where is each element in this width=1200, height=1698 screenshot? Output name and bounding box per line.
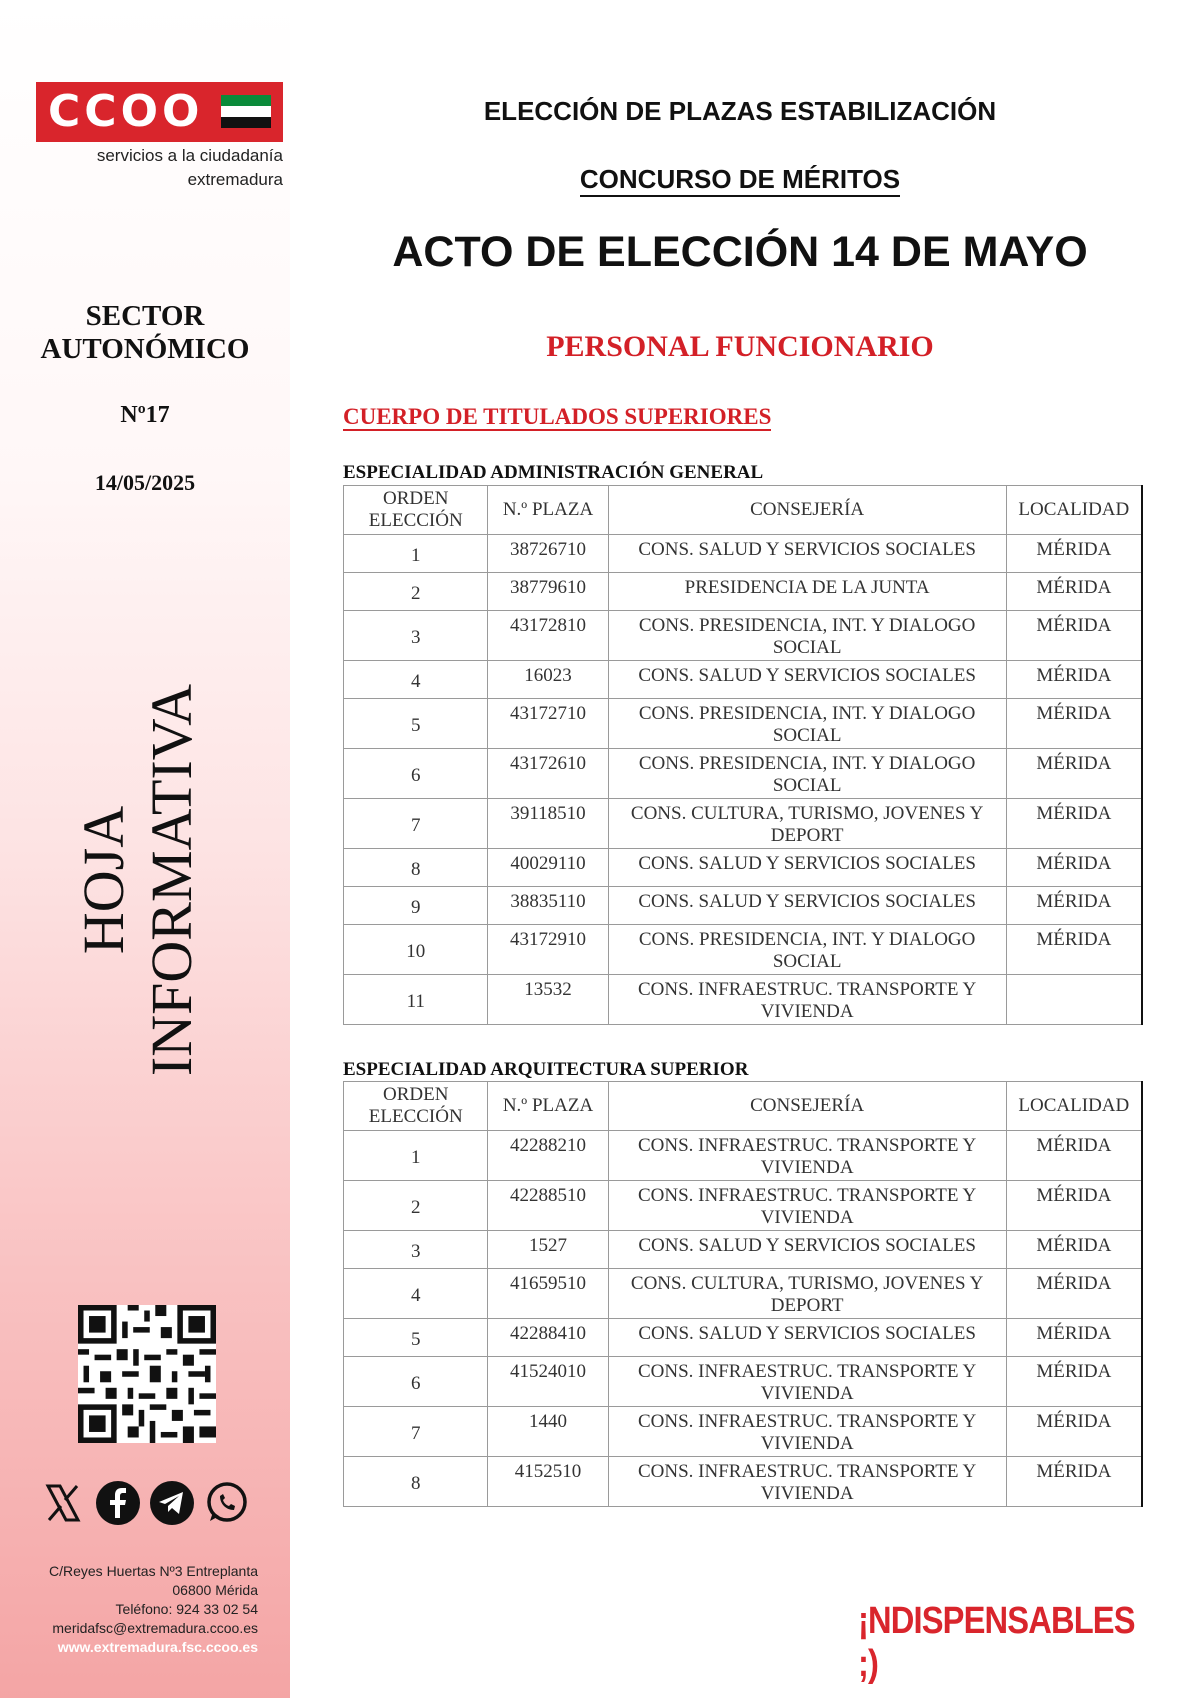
cell-plaza: 38779610 — [488, 573, 608, 611]
table-row — [344, 1457, 1143, 1507]
placements-table-general — [343, 485, 1143, 1025]
cell-localidad: MÉRIDA — [1006, 1407, 1142, 1457]
cell-plaza: 13532 — [488, 975, 608, 1025]
consejeria-line-2: SOCIAL — [772, 637, 842, 658]
cell-consejeria — [608, 1457, 1006, 1507]
cell-plaza: 43172710 — [488, 699, 608, 749]
cell-localidad: MÉRIDA — [1006, 573, 1142, 611]
cell-plaza: 43172610 — [488, 749, 608, 799]
table-row — [344, 975, 1143, 1025]
cell-orden: 9 — [344, 887, 488, 925]
issue-number: Nº17 — [120, 402, 170, 428]
table-row — [344, 849, 1143, 887]
cell-localidad: MÉRIDA — [1006, 925, 1142, 975]
sector-label — [20, 300, 270, 366]
cell-localidad: MÉRIDA — [1006, 1319, 1142, 1357]
table-header-row — [344, 1082, 1143, 1131]
cuerpo-title-text: CUERPO DE TITULADOS SUPERIORES — [343, 404, 772, 429]
cell-orden: 6 — [344, 749, 488, 799]
address-city: 06800 Mérida — [172, 1582, 258, 1598]
cell-localidad: MÉRIDA — [1006, 1131, 1142, 1181]
cell-plaza: 16023 — [488, 661, 608, 699]
logo-text: CCOO — [48, 86, 204, 137]
col-orden-line-1: ORDEN — [382, 488, 449, 509]
cell-plaza: 1527 — [488, 1231, 608, 1269]
cell-orden: 1 — [344, 535, 488, 573]
x-icon[interactable] — [40, 1480, 86, 1526]
consejeria-line-1: CONS. INFRAESTRUC. TRANSPORTE Y — [637, 1135, 977, 1156]
cell-orden: 6 — [344, 1357, 488, 1407]
cell-plaza: 43172910 — [488, 925, 608, 975]
address-phone: Teléfono: 924 33 02 54 — [115, 1601, 258, 1617]
consejeria-line-2: DEPORT — [770, 825, 844, 846]
consejeria-line-2: VIVIENDA — [760, 1001, 854, 1022]
table-row — [344, 699, 1143, 749]
cell-localidad: MÉRIDA — [1006, 661, 1142, 699]
col-plaza: N.º PLAZA — [488, 486, 608, 535]
address-email[interactable]: meridafsc@extremadura.ccoo.es — [52, 1620, 258, 1636]
cell-localidad: MÉRIDA — [1006, 1457, 1142, 1507]
consejeria-line-1: CONS. SALUD Y SERVICIOS SOCIALES — [638, 891, 976, 912]
address-street: C/Reyes Huertas Nº3 Entreplanta — [49, 1563, 258, 1579]
consejeria-line-1: CONS. SALUD Y SERVICIOS SOCIALES — [638, 665, 976, 686]
issue-date: 14/05/2025 — [94, 470, 196, 495]
cell-consejeria — [608, 975, 1006, 1025]
cell-orden: 3 — [344, 1231, 488, 1269]
whatsapp-icon[interactable] — [204, 1480, 250, 1526]
consejeria-line-1: CONS. PRESIDENCIA, INT. Y DIALOGO — [638, 615, 976, 636]
doc-subtitle — [340, 164, 1140, 195]
consejeria-line-1: CONS. PRESIDENCIA, INT. Y DIALOGO — [638, 929, 976, 950]
cell-localidad: MÉRIDA — [1006, 799, 1142, 849]
consejeria-line-1: CONS. SALUD Y SERVICIOS SOCIALES — [638, 1235, 976, 1256]
table-row — [344, 535, 1143, 573]
consejeria-line-1: CONS. PRESIDENCIA, INT. Y DIALOGO — [638, 753, 976, 774]
table-row — [344, 1231, 1143, 1269]
consejeria-line-2: VIVIENDA — [760, 1433, 854, 1454]
col-orden-line-2: ELECCIÓN — [368, 1106, 463, 1127]
consejeria-line-1: CONS. SALUD Y SERVICIOS SOCIALES — [638, 853, 976, 874]
cuerpo-title — [343, 404, 771, 430]
col-localidad: LOCALIDAD — [1006, 1082, 1142, 1131]
specialty-title-2: ESPECIALIDAD ARQUITECTURA SUPERIOR — [343, 1059, 749, 1080]
cell-plaza: 42288510 — [488, 1181, 608, 1231]
cell-localidad: MÉRIDA — [1006, 1357, 1142, 1407]
sidebar — [0, 0, 290, 1698]
placements-table-arquitectura — [343, 1081, 1143, 1507]
cell-orden: 3 — [344, 611, 488, 661]
cell-consejeria — [608, 925, 1006, 975]
table-row — [344, 1181, 1143, 1231]
cell-consejeria — [608, 1407, 1006, 1457]
cell-consejeria — [608, 699, 1006, 749]
consejeria-line-2: VIVIENDA — [760, 1157, 854, 1178]
col-localidad: LOCALIDAD — [1006, 486, 1142, 535]
consejeria-line-2: DEPORT — [770, 1295, 844, 1316]
consejeria-line-2: VIVIENDA — [760, 1207, 854, 1228]
table-row — [344, 1131, 1143, 1181]
address-website[interactable]: www.extremadura.fsc.ccoo.es — [57, 1639, 258, 1655]
cell-orden: 10 — [344, 925, 488, 975]
cell-localidad: MÉRIDA — [1006, 1231, 1142, 1269]
col-consejeria: CONSEJERÍA — [608, 486, 1006, 535]
cell-consejeria — [608, 1131, 1006, 1181]
social-links — [40, 1480, 250, 1530]
table-row — [344, 611, 1143, 661]
cell-localidad: MÉRIDA — [1006, 749, 1142, 799]
cell-localidad: MÉRIDA — [1006, 1181, 1142, 1231]
specialty-title-1: ESPECIALIDAD ADMINISTRACIÓN GENERAL — [343, 462, 764, 483]
cell-consejeria — [608, 887, 1006, 925]
cell-orden: 4 — [344, 661, 488, 699]
col-consejeria: CONSEJERÍA — [608, 1082, 1006, 1131]
table-header-row — [344, 486, 1143, 535]
cell-consejeria — [608, 1357, 1006, 1407]
col-orden-line-1: ORDEN — [382, 1084, 449, 1105]
cell-localidad: MÉRIDA — [1006, 849, 1142, 887]
table-row — [344, 1319, 1143, 1357]
table-row — [344, 749, 1143, 799]
event-title: ACTO DE ELECCIÓN 14 DE MAYO — [392, 228, 1088, 276]
cell-localidad: MÉRIDA — [1006, 535, 1142, 573]
cell-plaza: 40029110 — [488, 849, 608, 887]
consejeria-line-2: VIVIENDA — [760, 1483, 854, 1504]
consejeria-line-1: CONS. INFRAESTRUC. TRANSPORTE Y — [637, 1411, 977, 1432]
consejeria-line-1: CONS. CULTURA, TURISMO, JOVENES Y — [630, 803, 984, 824]
consejeria-line-1: CONS. SALUD Y SERVICIOS SOCIALES — [638, 1323, 976, 1344]
consejeria-line-2: SOCIAL — [772, 725, 842, 746]
cell-orden: 1 — [344, 1131, 488, 1181]
cell-plaza: 42288410 — [488, 1319, 608, 1357]
cell-plaza: 38835110 — [488, 887, 608, 925]
cell-orden: 8 — [344, 849, 488, 887]
vertical-title-line-1: HOJA — [71, 805, 136, 955]
consejeria-line-1: CONS. INFRAESTRUC. TRANSPORTE Y — [637, 979, 977, 1000]
col-orden — [344, 486, 488, 535]
cell-orden: 11 — [344, 975, 488, 1025]
telegram-icon[interactable] — [149, 1480, 195, 1526]
cell-plaza: 41524010 — [488, 1357, 608, 1407]
col-plaza: N.º PLAZA — [488, 1082, 608, 1131]
consejeria-line-1: CONS. CULTURA, TURISMO, JOVENES Y — [630, 1273, 984, 1294]
cell-plaza: 4152510 — [488, 1457, 608, 1507]
logo-subtitle-2: extremadura — [187, 170, 283, 189]
col-orden-line-2: ELECCIÓN — [368, 510, 463, 531]
cell-localidad: MÉRIDA — [1006, 1269, 1142, 1319]
cell-plaza: 43172810 — [488, 611, 608, 661]
table-row — [344, 1357, 1143, 1407]
table-row — [344, 1269, 1143, 1319]
cell-orden: 5 — [344, 699, 488, 749]
logo-subtitle-1: servicios a la ciudadanía — [96, 146, 283, 165]
vertical-title-line-2: INFORMATIVA — [139, 683, 204, 1077]
cell-orden: 7 — [344, 799, 488, 849]
table-row — [344, 1407, 1143, 1457]
cell-orden: 8 — [344, 1457, 488, 1507]
cell-consejeria — [608, 749, 1006, 799]
doc-subtitle-text: CONCURSO DE MÉRITOS — [580, 164, 900, 197]
cell-consejeria — [608, 661, 1006, 699]
cell-orden: 2 — [344, 573, 488, 611]
sector-line-1: SECTOR — [85, 300, 205, 332]
staff-type: PERSONAL FUNCIONARIO — [546, 330, 934, 363]
cell-consejeria — [608, 849, 1006, 887]
cell-orden: 2 — [344, 1181, 488, 1231]
cell-plaza: 41659510 — [488, 1269, 608, 1319]
cell-consejeria — [608, 1269, 1006, 1319]
cell-plaza: 42288210 — [488, 1131, 608, 1181]
col-orden — [344, 1082, 488, 1131]
table-row — [344, 925, 1143, 975]
contact-address — [10, 1562, 258, 1657]
cell-localidad — [1006, 975, 1142, 1025]
doc-title: ELECCIÓN DE PLAZAS ESTABILIZACIÓN — [483, 96, 997, 126]
cell-orden: 5 — [344, 1319, 488, 1357]
cell-plaza: 1440 — [488, 1407, 608, 1457]
cell-consejeria — [608, 611, 1006, 661]
consejeria-line-2: SOCIAL — [772, 951, 842, 972]
cell-plaza: 38726710 — [488, 535, 608, 573]
consejeria-line-2: VIVIENDA — [760, 1383, 854, 1404]
table-row — [344, 573, 1143, 611]
consejeria-line-1: CONS. SALUD Y SERVICIOS SOCIALES — [638, 539, 976, 560]
cell-localidad: MÉRIDA — [1006, 699, 1142, 749]
cell-consejeria — [608, 1181, 1006, 1231]
cell-orden: 4 — [344, 1269, 488, 1319]
cell-consejeria — [608, 1231, 1006, 1269]
qr-code-icon[interactable] — [78, 1305, 216, 1443]
cell-localidad: MÉRIDA — [1006, 611, 1142, 661]
table-row — [344, 661, 1143, 699]
ccoo-logo — [36, 82, 283, 142]
consejeria-line-1: PRESIDENCIA DE LA JUNTA — [684, 577, 930, 598]
sector-line-2: AUTONÓMICO — [40, 333, 250, 365]
cell-plaza: 39118510 — [488, 799, 608, 849]
facebook-icon[interactable] — [95, 1480, 141, 1526]
consejeria-line-1: CONS. INFRAESTRUC. TRANSPORTE Y — [637, 1361, 977, 1382]
table-row — [344, 887, 1143, 925]
consejeria-line-1: CONS. PRESIDENCIA, INT. Y DIALOGO — [638, 703, 976, 724]
indispensables-slogan: ¡NDISPENSABLES ;) — [858, 1600, 1135, 1685]
cell-consejeria — [608, 1319, 1006, 1357]
consejeria-line-2: SOCIAL — [772, 775, 842, 796]
cell-consejeria — [608, 535, 1006, 573]
cell-consejeria — [608, 799, 1006, 849]
extremadura-flag-icon — [221, 95, 271, 128]
vertical-title — [70, 660, 220, 1100]
consejeria-line-1: CONS. INFRAESTRUC. TRANSPORTE Y — [637, 1461, 977, 1482]
cell-orden: 7 — [344, 1407, 488, 1457]
table-row — [344, 799, 1143, 849]
consejeria-line-1: CONS. INFRAESTRUC. TRANSPORTE Y — [637, 1185, 977, 1206]
cell-consejeria — [608, 573, 1006, 611]
cell-localidad: MÉRIDA — [1006, 887, 1142, 925]
